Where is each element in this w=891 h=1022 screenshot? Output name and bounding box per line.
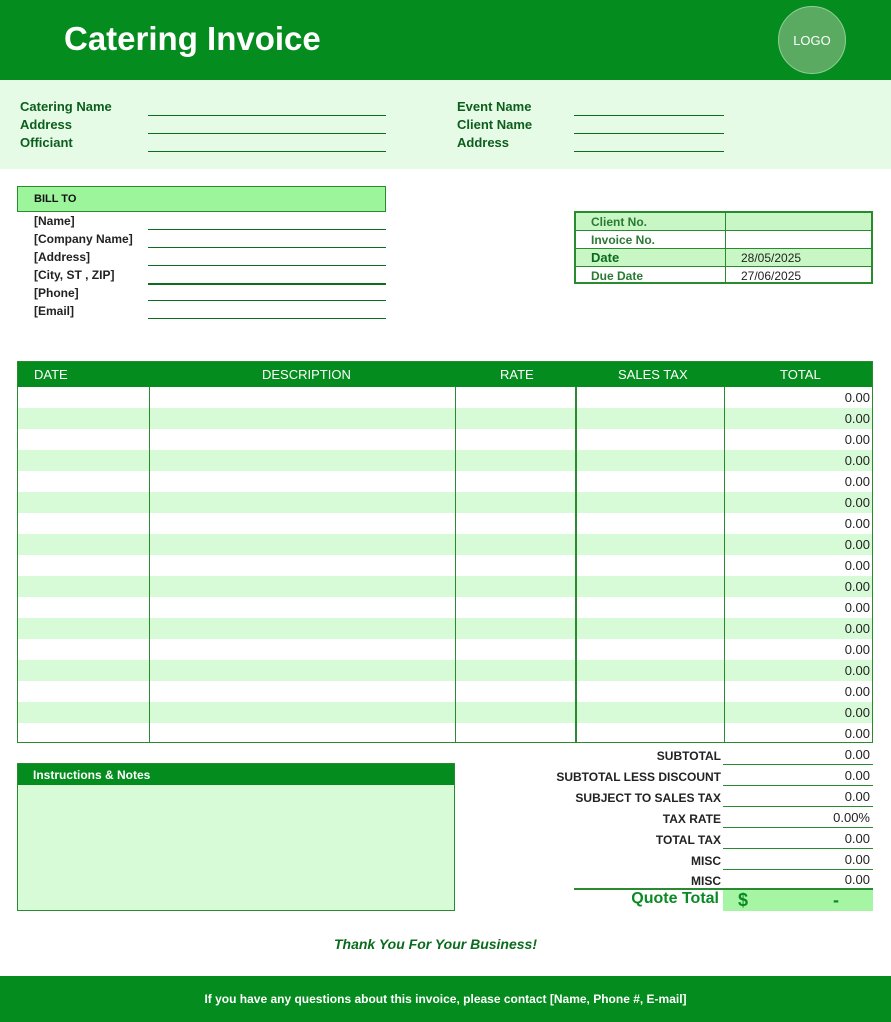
table-row[interactable] [18,471,872,492]
table-row[interactable] [18,660,872,681]
due-date-value[interactable]: 27/06/2025 [725,267,871,284]
event-address-field[interactable] [574,151,724,152]
table-row[interactable] [18,387,872,408]
event-address-label: Address [457,135,510,150]
summary-label: SUBTOTAL [656,749,721,763]
notes-box[interactable] [17,763,455,911]
invoice-no-value[interactable] [725,231,871,248]
officiant-label: Officiant [20,135,73,150]
row-total: 0.00 [844,390,870,405]
table-row[interactable] [18,576,872,597]
thank-you-message: Thank You For Your Business! [333,936,538,952]
client-name-label: Client Name [457,117,533,132]
bill-to-address-field[interactable] [148,265,386,266]
summary-label: MISC [691,854,721,868]
row-total: 0.00 [844,600,870,615]
row-total: 0.00 [844,474,870,489]
footer-contact-text: If you have any questions about this invoice, please contact [Name, Phone #, E-mail] [204,992,687,1006]
bill-to-city-field[interactable] [148,283,386,285]
row-total: 0.00 [844,684,870,699]
currency-symbol: $ [738,890,749,910]
invoice-title: Catering Invoice [64,20,321,57]
summary-label: TAX RATE [662,812,721,826]
row-total: 0.00 [844,705,870,720]
bill-to-name-field[interactable] [148,229,386,230]
table-row[interactable] [18,597,872,618]
client-no-label: Client No. [591,215,647,229]
row-total: 0.00 [844,642,870,657]
row-total: 0.00 [844,453,870,468]
row-total: 0.00 [844,537,870,552]
summary-value: 0.00 [723,766,873,786]
event-name-label: Event Name [457,99,532,114]
row-total: 0.00 [844,726,870,741]
line-items-table [17,361,873,743]
column-divider [575,387,577,742]
date-row [576,249,871,267]
summary-label: MISC [691,874,721,888]
col-description-header: DESCRIPTION [262,367,351,382]
table-row[interactable] [18,408,872,429]
row-total: 0.00 [844,516,870,531]
catering-name-field[interactable] [148,115,386,116]
invoice-meta-table [574,211,873,284]
column-divider [724,387,725,742]
notes-heading: Instructions & Notes [18,764,454,785]
row-total: 0.00 [844,432,870,447]
bill-to-email-label: [Email] [34,304,75,318]
summary-value: 0.00 [723,850,873,870]
summary-label: SUBTOTAL LESS DISCOUNT [556,770,721,784]
row-total: 0.00 [844,621,870,636]
table-row[interactable] [18,702,872,723]
quote-total-label: Quote Total [631,890,719,907]
bill-to-phone-label: [Phone] [34,286,79,300]
column-divider [455,387,456,742]
table-row[interactable] [18,492,872,513]
summary-value: 0.00 [723,745,873,765]
logo-placeholder[interactable]: LOGO [778,6,846,74]
due-date-label: Due Date [591,269,644,283]
row-total: 0.00 [844,411,870,426]
bill-to-email-field[interactable] [148,318,386,319]
bill-to-phone-field[interactable] [148,300,386,301]
row-total: 0.00 [844,558,870,573]
bill-to-city-label: [City, ST , ZIP] [34,268,115,282]
table-row[interactable] [18,681,872,702]
invoice-header [0,0,891,80]
table-row[interactable] [18,639,872,660]
row-total: 0.00 [844,579,870,594]
client-name-field[interactable] [574,133,724,134]
row-total: 0.00 [844,495,870,510]
footer-bar [0,976,891,1022]
client-no-value[interactable] [725,213,871,230]
date-label: Date [591,250,620,265]
bill-to-heading: BILL TO [17,186,386,212]
quote-total-box [723,890,873,911]
bill-to-company-field[interactable] [148,247,386,248]
table-row[interactable] [18,618,872,639]
summary-value: 0.00 [844,872,870,887]
line-items-header [18,362,872,387]
due-date-row [576,267,871,285]
summary-value: 0.00 [723,829,873,849]
column-divider [149,387,150,742]
col-date-header: DATE [34,367,68,382]
table-row[interactable] [18,450,872,471]
table-row[interactable] [18,555,872,576]
bill-to-company-label: [Company Name] [34,232,133,246]
summary-label: SUBJECT TO SALES TAX [575,791,721,805]
table-row[interactable] [18,723,872,744]
summary-label: TOTAL TAX [655,833,721,847]
row-total: 0.00 [844,663,870,678]
summary-value: 0.00 [723,787,873,807]
invoice-no-label: Invoice No. [591,233,656,247]
col-rate-header: RATE [500,367,534,382]
table-row[interactable] [18,513,872,534]
event-info-section [0,80,891,169]
catering-name-label: Catering Name [20,99,112,114]
invoice-no-row [576,231,871,249]
col-total-header: TOTAL [780,367,821,382]
bill-to-address-label: [Address] [34,250,91,264]
bill-to-name-label: [Name] [34,214,75,228]
event-name-field[interactable] [574,115,724,116]
summary-value: 0.00% [723,808,873,828]
table-row[interactable] [18,429,872,450]
table-row[interactable] [18,534,872,555]
officiant-field[interactable] [148,151,386,152]
col-sales-tax-header: SALES TAX [618,367,688,382]
address-label: Address [20,117,73,132]
address-field[interactable] [148,133,386,134]
date-value[interactable]: 28/05/2025 [725,249,871,266]
client-no-row [576,213,871,231]
quote-total-amount: - [833,890,839,910]
